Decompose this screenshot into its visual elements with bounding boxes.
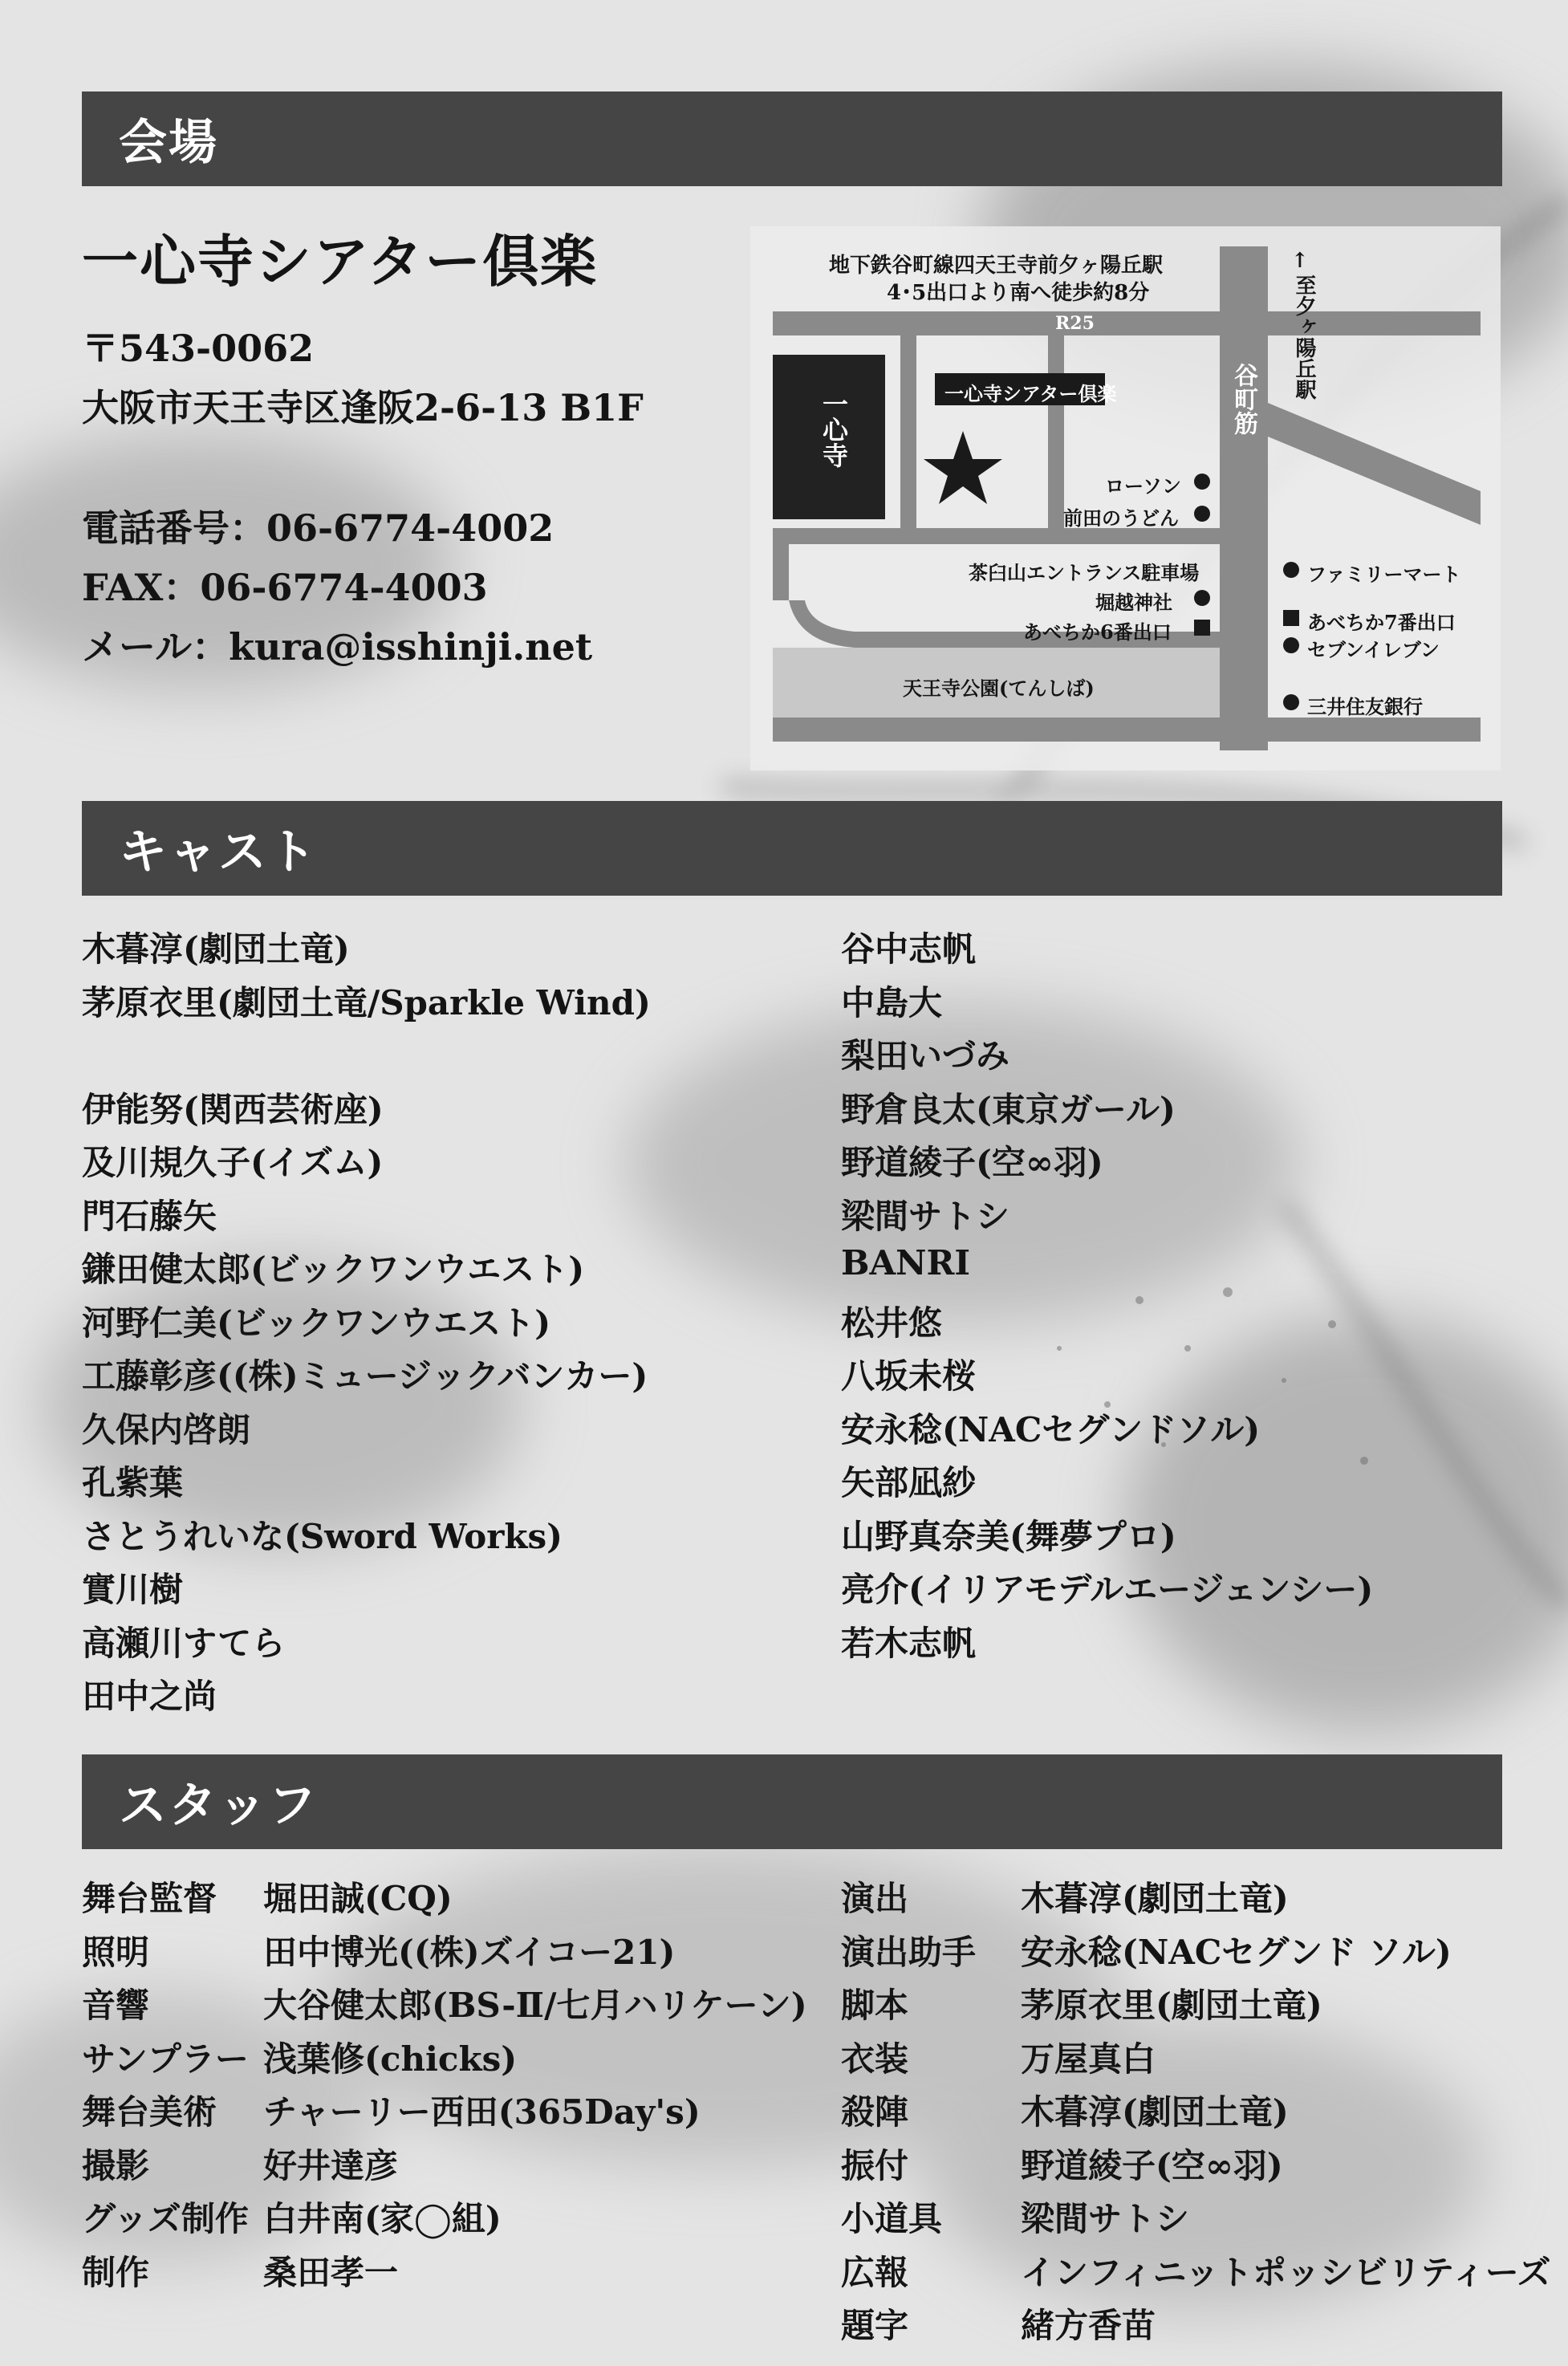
staff-name: 緒方香苗 <box>1021 2306 1156 2345</box>
map-bank: 三井住友銀行 <box>1307 695 1423 718</box>
map-seven: セブンイレブン <box>1307 638 1440 661</box>
staff-role: 演出助手 <box>841 1932 977 1972</box>
cast-member: 河野仁美(ビックワンウエスト) <box>82 1303 551 1343</box>
map-temple-label: 一心寺 <box>819 391 849 468</box>
staff-role: グッズ制作 <box>82 2199 249 2238</box>
map-route-label: R25 <box>1055 313 1095 334</box>
staff-role: 殺陣 <box>841 2092 909 2132</box>
staff-role: 小道具 <box>841 2199 943 2238</box>
cast-member: 實川樹 <box>82 1570 184 1609</box>
cast-member: 工藤彰彦((株)ミュージックバンカー) <box>82 1356 648 1396</box>
staff-role: 演出 <box>841 1879 909 1918</box>
cast-member: 及川規久子(イズム) <box>82 1143 384 1182</box>
venue-postal: 〒543-0062 <box>82 327 315 370</box>
staff-name: 好井達彦 <box>263 2145 399 2185</box>
cast-member: 若木志帆 <box>841 1623 977 1663</box>
staff-role: 舞台美術 <box>82 2092 217 2132</box>
cast-member: 矢部凪紗 <box>841 1463 977 1502</box>
venue-header-title: 会場 <box>119 115 218 171</box>
staff-name: 茅原衣里(劇団土竜) <box>1021 1986 1322 2025</box>
staff-name: チャーリー西田(365Day's) <box>263 2092 701 2132</box>
cast-member: 久保内啓朗 <box>82 1409 251 1449</box>
map-theater-label: 一心寺シアター倶楽 <box>944 382 1117 405</box>
venue-address: 大阪市天王寺区逢阪2-6-13 B1F <box>82 386 644 429</box>
cast-member: 亮介(イリアモデルエージェンシー) <box>841 1570 1374 1609</box>
cast-member: 伊能努(関西芸術座) <box>82 1089 384 1129</box>
venue-name: 一心寺シアター倶楽 <box>82 228 599 295</box>
staff-name: 安永稔(NACセグンド ソル) <box>1021 1932 1452 1972</box>
cast-member: BANRI <box>841 1243 971 1283</box>
staff-name: 白井南(家◯組) <box>263 2199 502 2238</box>
staff-role: 舞台監督 <box>82 1879 217 1918</box>
staff-role: 振付 <box>841 2145 909 2185</box>
staff-name: 桑田孝一 <box>263 2252 399 2292</box>
cast-member: 八坂未桜 <box>841 1356 977 1396</box>
cast-member: 野倉良太(東京ガール) <box>841 1089 1176 1129</box>
cast-member: 田中之尚 <box>82 1677 217 1716</box>
cast-member: 松井悠 <box>841 1303 943 1343</box>
map-abechika7: あべちか7番出口 <box>1307 611 1456 634</box>
map-direction-label: 至夕ヶ陽丘駅 <box>1292 274 1316 400</box>
cast-member: さとうれいな(Sword Works) <box>82 1516 563 1556</box>
cast-section-header <box>82 801 1502 896</box>
staff-name: インフィニットポッシビリティーズ <box>1021 2252 1551 2292</box>
staff-name: 田中博光((株)ズイコー21) <box>263 1932 676 1972</box>
cast-member: 谷中志帆 <box>841 929 977 969</box>
cast-member: 門石藤矢 <box>82 1196 217 1236</box>
cast-member: 野道綾子(空∞羽) <box>841 1143 1103 1182</box>
cast-member: 高瀬川すてら <box>82 1623 286 1663</box>
map-direction-arrow: ↑ <box>1291 249 1309 273</box>
venue-mail: メール：kura@isshinji.net <box>82 625 593 669</box>
map-roads <box>750 226 1501 770</box>
staff-name: 木暮淳(劇団土竜) <box>1021 1879 1289 1918</box>
staff-role: 撮影 <box>82 2145 150 2185</box>
venue-section-header <box>82 91 1502 186</box>
map-familymart: ファミリーマート <box>1307 563 1461 586</box>
map-access-line2: 4･5出口より南へ徒歩約8分 <box>887 281 1150 305</box>
map-park: 天王寺公園(てんしば) <box>903 677 1095 700</box>
map-shrine: 堀越神社 <box>1095 591 1172 614</box>
staff-role: 制作 <box>82 2252 150 2292</box>
access-map <box>750 226 1501 770</box>
staff-role: 音響 <box>82 1986 150 2025</box>
map-street-label: 谷町筋 <box>1229 363 1257 435</box>
cast-member: 安永稔(NACセグンドソル) <box>841 1409 1261 1449</box>
staff-name: 野道綾子(空∞羽) <box>1021 2145 1283 2185</box>
staff-role: 衣装 <box>841 2039 909 2079</box>
staff-role: 題字 <box>841 2306 909 2345</box>
cast-member: 孔紫葉 <box>82 1463 184 1502</box>
staff-section-header <box>82 1754 1502 1849</box>
cast-member: 中島大 <box>841 982 943 1022</box>
map-udon: 前田のうどん <box>1063 506 1179 530</box>
staff-name: 木暮淳(劇団土竜) <box>1021 2092 1289 2132</box>
staff-header-title: スタッフ <box>119 1778 318 1834</box>
cast-member: 茅原衣里(劇団土竜/Sparkle Wind) <box>82 982 651 1022</box>
map-parking: 茶臼山エントランス駐車場 <box>969 561 1200 584</box>
staff-name: 大谷健太郎(BS-Ⅱ/七月ハリケーン) <box>263 1986 807 2025</box>
venue-phone: 電話番号：06-6774-4002 <box>82 506 554 550</box>
staff-role: 広報 <box>841 2252 909 2292</box>
staff-role: サンプラー <box>82 2039 249 2079</box>
cast-member: 木暮淳(劇団土竜) <box>82 929 350 969</box>
staff-role: 照明 <box>82 1932 150 1972</box>
map-lawson: ローソン <box>1105 474 1182 498</box>
staff-role: 脚本 <box>841 1986 909 2025</box>
cast-member: 山野真奈美(舞夢プロ) <box>841 1516 1176 1556</box>
venue-fax: FAX：06-6774-4003 <box>82 566 488 609</box>
cast-member: 梨田いづみ <box>841 1036 1010 1075</box>
map-abechika6: あべちか6番出口 <box>1023 620 1172 644</box>
cast-member: 梁間サトシ <box>841 1196 1010 1236</box>
staff-name: 堀田誠(CQ) <box>263 1879 453 1918</box>
staff-name: 梁間サトシ <box>1021 2199 1190 2238</box>
map-access-line1: 地下鉄谷町線四天王寺前夕ヶ陽丘駅 <box>829 254 1164 278</box>
staff-name: 浅葉修(chicks) <box>263 2039 518 2079</box>
cast-member: 鎌田健太郎(ビックワンウエスト) <box>82 1250 585 1289</box>
staff-name: 万屋真白 <box>1021 2039 1156 2079</box>
cast-header-title: キャスト <box>119 824 318 880</box>
